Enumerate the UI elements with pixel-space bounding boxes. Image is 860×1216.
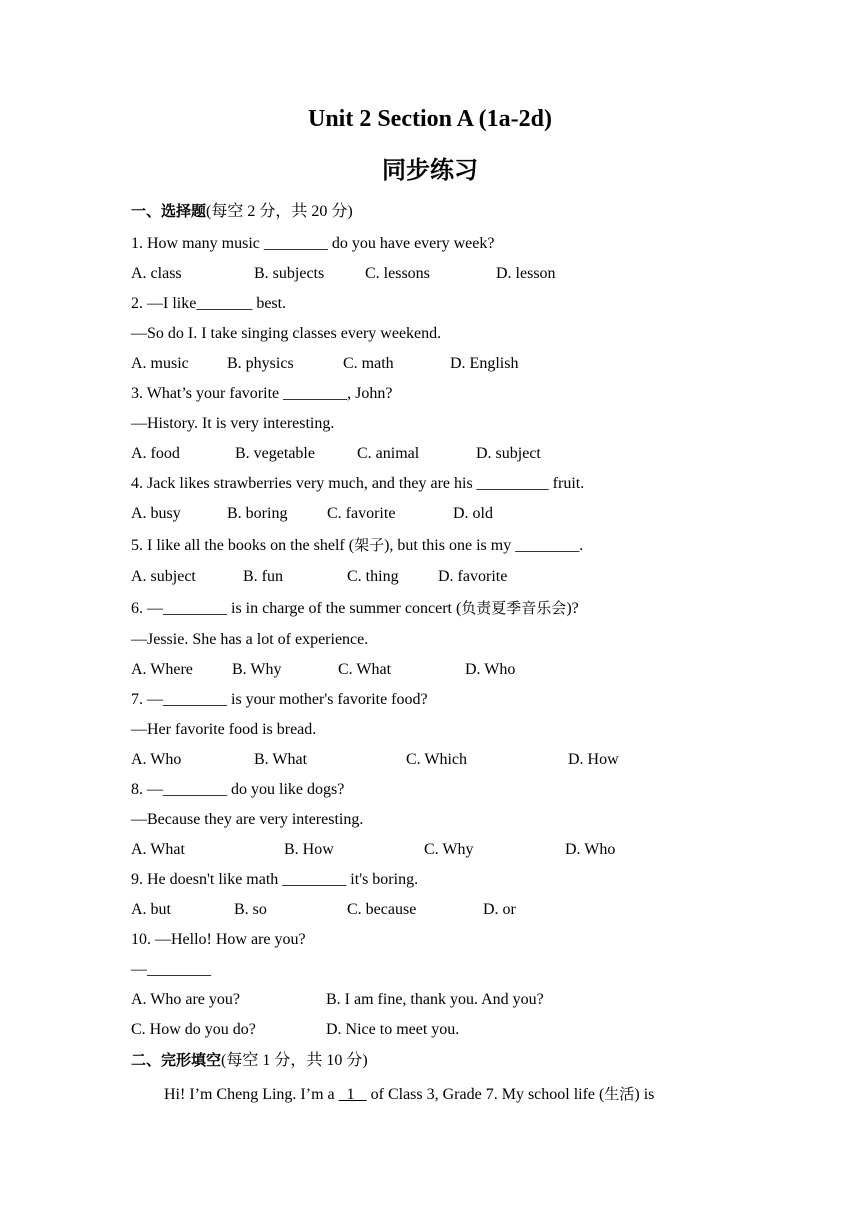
q6-option-a[interactable]: A. Where bbox=[131, 661, 193, 678]
question-3-stem: 3. What’s your favorite ________, John? bbox=[131, 385, 393, 402]
q6-stem-part2: )? bbox=[566, 600, 579, 617]
q4-option-b[interactable]: B. boring bbox=[227, 505, 288, 522]
q5-option-a[interactable]: A. subject bbox=[131, 568, 196, 585]
q9-option-c[interactable]: C. because bbox=[347, 901, 417, 918]
cloze-passage-line bbox=[164, 1084, 654, 1105]
q3-option-a[interactable]: A. food bbox=[131, 445, 180, 462]
passage-text-cjk: 生活 bbox=[604, 1085, 635, 1103]
section2-heading bbox=[131, 1050, 368, 1071]
q2-option-a[interactable]: A. music bbox=[131, 355, 189, 372]
q7-option-d[interactable]: D. How bbox=[568, 751, 619, 768]
q5-option-d[interactable]: D. favorite bbox=[438, 568, 508, 585]
q10-option-c[interactable]: C. How do you do? bbox=[131, 1021, 256, 1038]
section2-note: (每空 1 分，共 10 分) bbox=[221, 1052, 368, 1069]
section1-note: (每空 2 分，共 20 分) bbox=[206, 203, 353, 220]
q4-option-d[interactable]: D. old bbox=[453, 505, 493, 522]
question-6-reply: —Jessie. She has a lot of experience. bbox=[131, 631, 369, 648]
passage-text-3: ) is bbox=[634, 1086, 655, 1103]
q4-option-c[interactable]: C. favorite bbox=[327, 505, 396, 522]
q2-option-c[interactable]: C. math bbox=[343, 355, 394, 372]
q3-option-d[interactable]: D. subject bbox=[476, 445, 541, 462]
q1-option-a[interactable]: A. class bbox=[131, 265, 182, 282]
q7-option-b[interactable]: B. What bbox=[254, 751, 308, 768]
question-9-stem: 9. He doesn't like math ________ it's boring. bbox=[131, 871, 419, 888]
question-4-stem: 4. Jack likes strawberries very much, and they are his _________ fruit. bbox=[131, 475, 585, 492]
q9-option-b[interactable]: B. so bbox=[234, 901, 267, 918]
q7-option-a[interactable]: A. Who bbox=[131, 751, 182, 768]
q6-stem-cjk: 负责夏季音乐会 bbox=[461, 599, 567, 617]
question-7-stem: 7. —________ is your mother's favorite food? bbox=[131, 691, 428, 708]
q6-option-b[interactable]: B. Why bbox=[232, 661, 282, 678]
q8-option-c[interactable]: C. Why bbox=[424, 841, 474, 858]
q9-option-d[interactable]: D. or bbox=[483, 901, 516, 918]
question-2-reply: —So do I. I take singing classes every weekend. bbox=[131, 325, 442, 342]
passage-text-1: Hi! I’m Cheng Ling. I’m a bbox=[164, 1086, 339, 1103]
page-title: Unit 2 Section A (1a-2d) bbox=[307, 106, 552, 132]
passage-text-2: of Class 3, Grade 7. My school life ( bbox=[366, 1086, 605, 1103]
q8-option-b[interactable]: B. How bbox=[284, 841, 334, 858]
q3-option-b[interactable]: B. vegetable bbox=[235, 445, 315, 462]
q5-stem-part1: 5. I like all the books on the shelf ( bbox=[131, 537, 355, 554]
q8-option-d[interactable]: D. Who bbox=[565, 841, 616, 858]
q3-option-c[interactable]: C. animal bbox=[357, 445, 420, 462]
q5-stem-part2: ), but this one is my ________. bbox=[384, 537, 584, 554]
q10-option-d[interactable]: D. Nice to meet you. bbox=[326, 1021, 460, 1038]
q9-option-a[interactable]: A. but bbox=[131, 901, 171, 918]
section1-heading bbox=[131, 201, 353, 222]
section1-title: 一、选择题 bbox=[131, 202, 207, 220]
q10-option-a[interactable]: A. Who are you? bbox=[131, 991, 240, 1008]
q8-option-a[interactable]: A. What bbox=[131, 841, 185, 858]
q2-option-b[interactable]: B. physics bbox=[227, 355, 294, 372]
question-6-stem bbox=[131, 598, 579, 619]
q6-option-c[interactable]: C. What bbox=[338, 661, 392, 678]
q7-option-c[interactable]: C. Which bbox=[406, 751, 468, 768]
cloze-blank-1[interactable]: 1 bbox=[338, 1086, 367, 1103]
q2-option-d[interactable]: D. English bbox=[450, 355, 519, 372]
section2-title: 二、完形填空 bbox=[131, 1051, 222, 1069]
q4-option-a[interactable]: A. busy bbox=[131, 505, 181, 522]
q6-option-d[interactable]: D. Who bbox=[465, 661, 516, 678]
q1-option-c[interactable]: C. lessons bbox=[365, 265, 430, 282]
q5-option-b[interactable]: B. fun bbox=[243, 568, 283, 585]
question-10-stem: 10. —Hello! How are you? bbox=[131, 931, 306, 948]
question-8-reply: —Because they are very interesting. bbox=[131, 811, 364, 828]
question-8-stem: 8. —________ do you like dogs? bbox=[131, 781, 345, 798]
q5-stem-cjk: 架子 bbox=[354, 536, 385, 554]
q1-option-b[interactable]: B. subjects bbox=[254, 265, 325, 282]
q1-option-d[interactable]: D. lesson bbox=[496, 265, 556, 282]
q6-stem-part1: 6. —________ is in charge of the summer concert ( bbox=[131, 600, 462, 617]
question-10-reply: —________ bbox=[131, 961, 211, 978]
q5-option-c[interactable]: C. thing bbox=[347, 568, 399, 585]
question-5-stem bbox=[131, 535, 583, 556]
question-7-reply: —Her favorite food is bread. bbox=[131, 721, 317, 738]
page-subtitle: 同步练习 bbox=[382, 155, 478, 184]
q10-option-b[interactable]: B. I am fine, thank you. And you? bbox=[326, 991, 544, 1008]
question-3-reply: —History. It is very interesting. bbox=[131, 415, 335, 432]
question-1-stem: 1. How many music ________ do you have every week? bbox=[131, 235, 495, 252]
question-2-stem: 2. —I like_______ best. bbox=[131, 295, 287, 312]
